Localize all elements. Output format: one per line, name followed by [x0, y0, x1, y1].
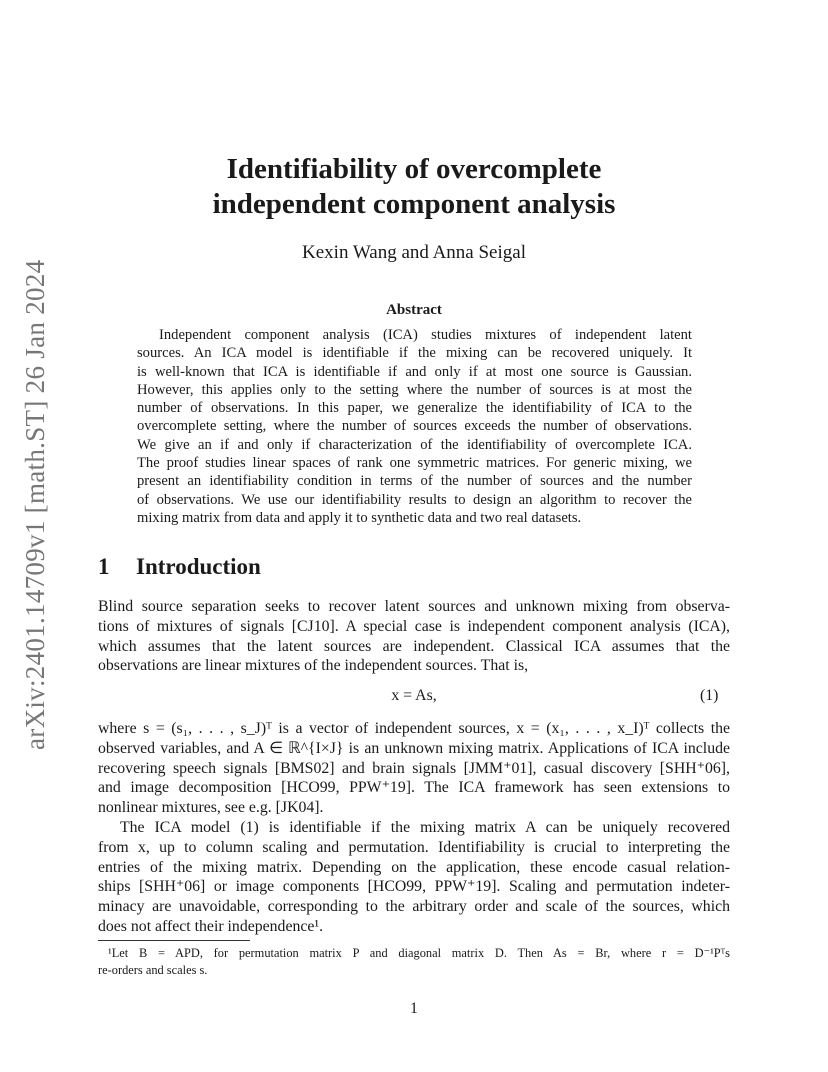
- abstract-line: However, this applies only to the setting where the number of sources is at most the: [137, 381, 692, 398]
- abstract-heading: Abstract: [386, 302, 442, 318]
- body-line: Blind source separation seeks to recover latent sources and unknown mixing from observa-: [98, 598, 730, 615]
- body-line: The ICA model (1) is identifiable if the mixing matrix A can be uniquely recovered: [120, 818, 730, 836]
- intro-continuation: [98, 719, 730, 937]
- title-line: independent component analysis: [212, 188, 616, 220]
- author-list: Kexin Wang and Anna Seigal: [302, 242, 526, 263]
- abstract-line: present an identifiability condition in terms of the number of sources and the number: [137, 473, 692, 490]
- equation-number: (1): [700, 687, 719, 704]
- body-line: ships [SHH⁺06] or image components [HCO99, PPW⁺19]. Scaling and permutation indeter-: [98, 878, 730, 896]
- body-line: which assumes that the latent sources are independent. Classical ICA assumes that the: [98, 637, 730, 655]
- footnote-line: re-orders and scales s.: [98, 962, 208, 977]
- body-line: observations are linear mixtures of the independent sources. That is,: [98, 657, 529, 675]
- body-line: minacy are unavoidable, corresponding to the arbitrary order and scale of the sources, which: [98, 898, 730, 916]
- arxiv-identifier: arXiv:2401.14709v1 [math.ST] 26 Jan 2024: [20, 259, 50, 750]
- body-line: tions of mixtures of signals [CJ10]. A special case is independent component analysis (ICA),: [98, 617, 730, 635]
- footnote-line: ¹Let B = APD, for permutation matrix P and diagonal matrix D. Then As = Br, where r = D⁻¹Pᵀs: [108, 946, 730, 960]
- abstract-line: is well-known that ICA is identifiable if and only if at most one source is Gaussian.: [137, 363, 692, 380]
- abstract-line: Independent component analysis (ICA) studies mixtures of independent latent: [159, 327, 692, 343]
- equation: x = As,: [391, 687, 437, 704]
- body-line: from x, up to column scaling and permutation. Identifiability is crucial to interpreting the: [98, 838, 730, 856]
- abstract-line: overcomplete setting, where the number of sources exceeds the number of observations.: [137, 418, 692, 435]
- body-line: where s = (s₁, . . . , s_J)ᵀ is a vector of independent sources, x = (x₁, . . . , x_I)ᵀ collects the: [98, 720, 730, 737]
- abstract-line: The proof studies linear spaces of rank one symmetric matrices. For generic mixing, we: [137, 455, 692, 472]
- intro-paragraph: [98, 597, 730, 676]
- body-line: does not affect their independence¹.: [98, 917, 324, 935]
- abstract-line: number of observations. In this paper, we generalize the identifiability of ICA to the: [137, 400, 692, 417]
- title-line: Identifiability of overcomplete: [226, 153, 602, 185]
- body-line: recovering speech signals [BMS02] and brain signals [JMM⁺01], casual discovery [SHH⁺06],: [98, 759, 730, 777]
- paper-title: [0, 152, 828, 222]
- footnote-rule: [98, 940, 250, 941]
- body-line: nonlinear mixtures, see e.g. [JK04].: [98, 799, 324, 817]
- abstract-body: [137, 326, 692, 527]
- page-number: 1: [410, 1000, 418, 1017]
- abstract-line: sources. An ICA model is identifiable if the mixing can be recovered uniquely. It: [137, 345, 692, 362]
- section-heading: [98, 554, 261, 580]
- footnote: [98, 945, 730, 978]
- body-line: and image decomposition [HCO99, PPW⁺19]. The ICA framework has seen extensions to: [98, 779, 730, 797]
- abstract-line: We give an if and only if characterization of the identifiability of overcomplete ICA.: [137, 436, 692, 453]
- body-line: entries of the mixing matrix. Depending on the application, these encode casual relation-: [98, 858, 730, 876]
- section-number: 1: [98, 554, 110, 579]
- section-title: Introduction: [136, 554, 261, 579]
- abstract-line: mixing matrix from data and apply it to synthetic data and two real datasets.: [137, 509, 582, 526]
- abstract-line: of observations. We use our identifiability results to design an algorithm to recover the: [137, 491, 692, 508]
- body-line: observed variables, and A ∈ ℝ^{I×J} is an unknown mixing matrix. Applications of ICA include: [98, 739, 730, 757]
